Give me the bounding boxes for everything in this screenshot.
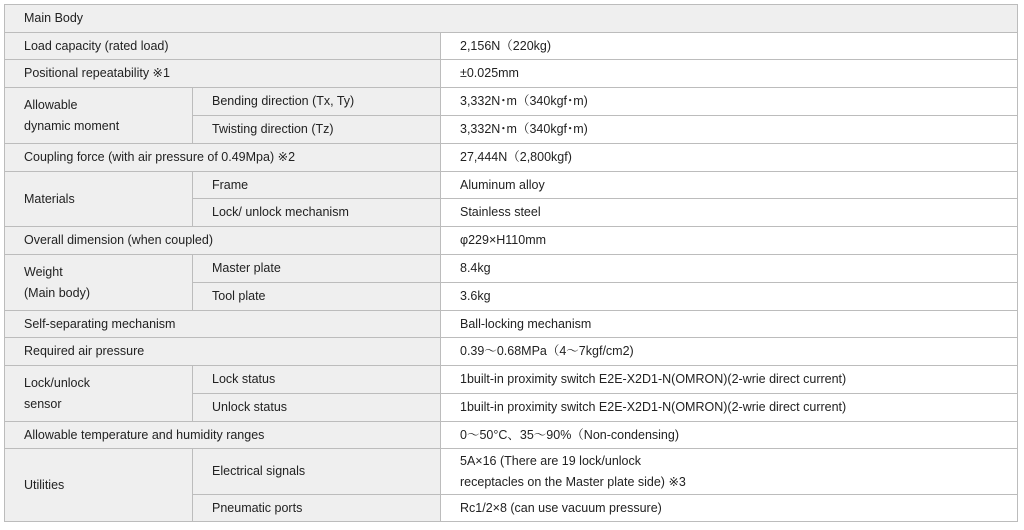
row-label: Frame	[193, 172, 441, 199]
row-value	[441, 449, 1018, 495]
row-label: Positional repeatability ※1	[5, 60, 441, 88]
table-row	[5, 33, 1018, 60]
table-row	[5, 172, 1018, 199]
row-value: Stainless steel	[441, 199, 1018, 227]
row-label: Pneumatic ports	[193, 495, 441, 522]
row-value: 0～50°C、35～90%（Non-condensing)	[441, 422, 1018, 449]
group-label-line: (Main body)	[24, 285, 90, 300]
table-row	[5, 338, 1018, 366]
group-label-line: Weight	[24, 264, 63, 279]
row-value: 3,332N･m（340kgf･m)	[441, 88, 1018, 116]
table-row	[5, 5, 1018, 33]
group-label-line: sensor	[24, 396, 62, 411]
row-label: Twisting direction (Tz)	[193, 116, 441, 144]
row-value: Aluminum alloy	[441, 172, 1018, 199]
group-label-line: Lock/unlock	[24, 375, 91, 390]
row-value: 1built-in proximity switch E2E-X2D1-N(OMRON)(2-wrie direct current)	[441, 366, 1018, 394]
group-label	[5, 366, 193, 422]
row-label: Bending direction (Tx, Ty)	[193, 88, 441, 116]
row-label: Unlock status	[193, 394, 441, 422]
table-row	[5, 88, 1018, 116]
group-label	[5, 88, 193, 144]
group-label: Utilities	[5, 449, 193, 522]
row-label: Required air pressure	[5, 338, 441, 366]
table-row	[5, 311, 1018, 338]
table-row	[5, 60, 1018, 88]
table-row	[5, 144, 1018, 172]
table-row	[5, 422, 1018, 449]
row-value: Ball-locking mechanism	[441, 311, 1018, 338]
row-value-line: receptacles on the Master plate side) ※3	[460, 474, 686, 489]
row-label: Coupling force (with air pressure of 0.49Mpa) ※2	[5, 144, 441, 172]
table-row	[5, 366, 1018, 394]
row-label: Electrical signals	[193, 449, 441, 495]
row-value-line: 5A×16 (There are 19 lock/unlock	[460, 453, 642, 468]
group-label	[5, 255, 193, 311]
row-value: φ229×H110mm	[441, 227, 1018, 255]
row-value: 0.39～0.68MPa（4～7kgf/cm2)	[441, 338, 1018, 366]
row-value: 27,444N（2,800kgf)	[441, 144, 1018, 172]
row-label: Self-separating mechanism	[5, 311, 441, 338]
section-title: Main Body	[5, 5, 1018, 33]
row-value: Rc1/2×8 (can use vacuum pressure)	[441, 495, 1018, 522]
row-label: Lock/ unlock mechanism	[193, 199, 441, 227]
row-value: 2,156N（220kg)	[441, 33, 1018, 60]
row-value: ±0.025mm	[441, 60, 1018, 88]
table-row	[5, 255, 1018, 283]
row-value: 3.6kg	[441, 283, 1018, 311]
row-value: 3,332N･m（340kgf･m)	[441, 116, 1018, 144]
row-value: 8.4kg	[441, 255, 1018, 283]
row-label: Lock status	[193, 366, 441, 394]
row-label: Overall dimension (when coupled)	[5, 227, 441, 255]
spec-table	[4, 4, 1018, 522]
table-row	[5, 227, 1018, 255]
row-label: Master plate	[193, 255, 441, 283]
row-label: Tool plate	[193, 283, 441, 311]
row-label: Load capacity (rated load)	[5, 33, 441, 60]
group-label: Materials	[5, 172, 193, 227]
row-value: 1built-in proximity switch E2E-X2D1-N(OMRON)(2-wrie direct current)	[441, 394, 1018, 422]
row-label: Allowable temperature and humidity ranges	[5, 422, 441, 449]
group-label-line: dynamic moment	[24, 118, 120, 133]
group-label-line: Allowable	[24, 97, 78, 112]
table-row	[5, 449, 1018, 495]
